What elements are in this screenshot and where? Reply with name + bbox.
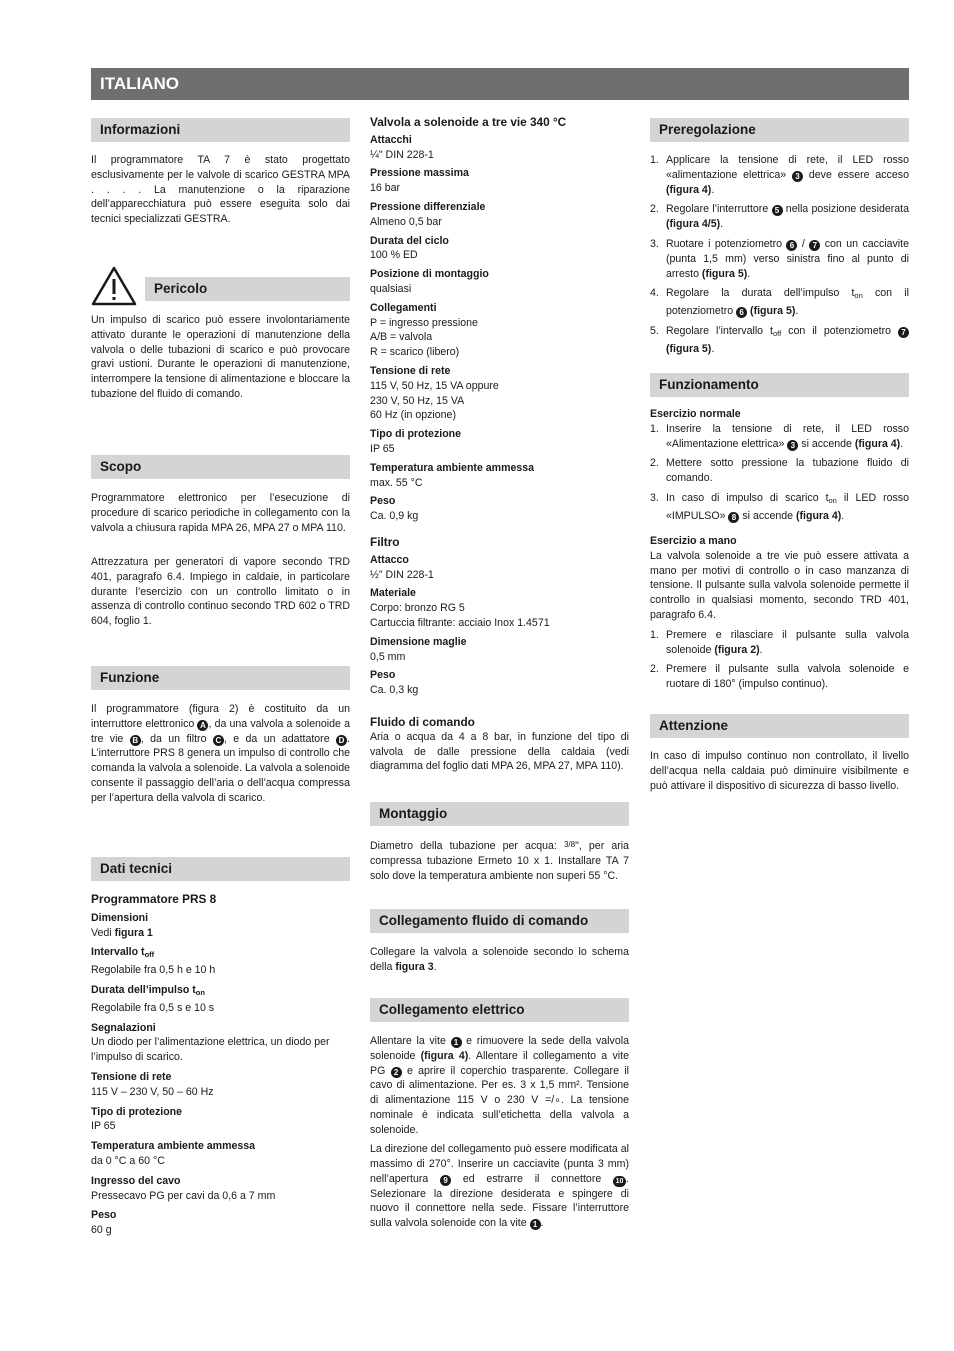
spec-value	[91, 1001, 350, 1016]
spec-value: Corpo: bronzo RG 5 Cartuccia filtrante: acciaio Inox 1.4571	[370, 602, 550, 629]
function-text: Il programmatore (figura 2) è costituito da un interruttore elettronico A , da una valvola a solenoide a tre vie B , da un filtro C , e da un adattatore D . L’interruttore PRS 8 genera un impulso di controllo che comanda la valvola a solenoide. La valvola a solenoide consente il passaggio dell’aria o dell’acqua compressa per l’apertura della valvola di scarico.	[91, 703, 350, 804]
list-step	[650, 153, 909, 197]
spec-value-text: 115 V – 230 V, 50 – 60 Hz	[91, 1085, 214, 1098]
marker-a-icon: A	[197, 720, 208, 731]
list-step: 3. Ruotare i potenziometro 6 / 7 con un cacciavite (punta 1,5 mm) verso sinistra fino al punto di arresto (figura 5).	[650, 237, 909, 280]
step-number: 4.	[650, 287, 659, 300]
spec-item	[91, 1174, 350, 1204]
elec-text-1: Allentare la vite 1 e rimuovere la sede della valvola solenoide (figura 4). Allentare il collegamento a vite PG 2 e aprire il coperchio trasparente. Collegare il cavo di alimentazione. Per es. 3 x 1,5 mm². Tensione di alimentazione 115 V o 230 V =/∘. La tensione nominale è indicata sull’etichetta della valvola a solenoide.	[370, 1035, 629, 1136]
spec-item	[370, 166, 629, 196]
marker-d-icon: D	[336, 735, 347, 746]
step-text: con il potenziometro	[781, 324, 892, 337]
spec-label	[91, 983, 350, 1001]
manual-text: La valvola solenoide a tre vie può essere attivata a mano per motivi di controllo o in caso manzanza di tensione. Il pulsante sulla valvola solenoide permette il controllo in qualsiasi momento, secondo TRD 401, paragrafo 6.4.	[650, 549, 909, 621]
spec-item	[370, 586, 629, 630]
spec-label: Tipo di protezione	[370, 428, 462, 441]
spec-label-text: Tipo di protezione	[91, 1105, 183, 1118]
marker-b-icon: B	[130, 735, 141, 746]
tech-specs	[91, 892, 350, 1243]
spec-label: Collegamenti	[370, 301, 437, 314]
spec-value: ½" DIN 228-1	[370, 568, 434, 581]
spec-label-text: Intervallo t	[91, 946, 145, 959]
step-text: .	[747, 267, 751, 280]
step-text: Regolare la durata dell’impulso t	[666, 287, 855, 300]
list-step	[650, 491, 909, 524]
scope-text-2: Attrezzatura per generatori di vapore secondo TRD 401, paragrafo 6.4. Impiego in caldaie, in particolare durante l’esercizio con un controllo limitato o in assenza di controllo continuo secondo TRD 602 o TRD 604, foglio 1.	[91, 556, 350, 628]
step-number: 2.	[650, 457, 659, 470]
valve-spec-list	[370, 133, 629, 524]
spec-value: 16 bar	[370, 182, 401, 195]
step-bold: (figura 4)	[795, 509, 842, 522]
marker-7-icon: 7	[898, 327, 909, 338]
section-attenzione: Attenzione	[650, 714, 909, 738]
spec-value-text: Regolabile fra 0,5 s e 10 s	[91, 1001, 215, 1014]
spec-label	[91, 945, 350, 963]
section-pericolo: Pericolo	[145, 277, 350, 301]
spec-value-text: da 0 °C a 60 °C	[91, 1154, 165, 1167]
spec-label: Temperatura ambiente ammessa	[370, 461, 535, 474]
spec-value: Ca. 0,9 kg	[370, 510, 419, 523]
step-number: 3.	[650, 237, 659, 250]
spec-label-text: Ingresso del cavo	[91, 1174, 181, 1187]
section-montaggio: Montaggio	[370, 802, 629, 826]
spec-item	[91, 1105, 350, 1135]
list-step	[650, 422, 909, 452]
spec-item	[370, 267, 629, 297]
spec-value: Ca. 0,3 kg	[370, 684, 419, 697]
info-text: Il programmatore TA 7 è stato progettato esclusivamente per le valvole di scarico GESTRA MPA . . . . La manutenzione o la riparazione dell’apparecchiatura può essere eseguita solo dai tecnici specializzati GESTRA.	[91, 154, 350, 226]
spec-value	[91, 1189, 350, 1204]
step-number: 3.	[650, 491, 659, 504]
spec-value: max. 55 °C	[370, 476, 423, 489]
spec-item	[370, 553, 629, 583]
mount-text: Diametro della tubazione per acqua: 3/8", per aria compressa tubazione Ermeto 10 x 1. Installare TA 7 solo dove la temperatura ambiente non superi 55 °C.	[370, 840, 629, 882]
spec-value-bold: figura 1	[114, 926, 153, 939]
marker-2-icon: 2	[391, 1067, 402, 1078]
spec-label-text: Tensione di rete	[91, 1070, 172, 1083]
list-step	[650, 324, 909, 357]
marker-10-icon: 10	[613, 1176, 626, 1187]
section-preregolazione: Preregolazione	[650, 118, 909, 142]
spec-item	[91, 1070, 350, 1100]
spec-label: Pressione differenziale	[370, 200, 486, 213]
fluidconn-text: Collegare la valvola a solenoide secondo lo schema della figura 3.	[370, 946, 629, 973]
spec-item	[370, 234, 629, 264]
step-bold: (figura 4)	[854, 437, 901, 450]
fluid-title: Fluido di comando	[370, 715, 475, 729]
spec-value-text: Pressecavo PG per cavi da 0,6 a 7 mm	[91, 1189, 276, 1202]
step-text: si accende	[739, 509, 796, 522]
step-text: .	[711, 183, 715, 196]
valve-title: Valvola a solenoide a tre vie 340 °C	[370, 115, 567, 129]
marker-3-icon: 3	[792, 171, 803, 182]
step-text: nella posizione desiderata	[782, 203, 909, 216]
step-text: Mettere sotto pressione la tubazione fluido di comando.	[666, 457, 909, 485]
spec-value: 0,5 mm	[370, 650, 406, 663]
marker-3-icon: 3	[787, 440, 798, 451]
step-text: con il potenziometro	[666, 287, 909, 318]
attention-text: In caso di impulso continuo non controllato, il livello dell’acqua nella caldaia può diminuire visibilmente e può attivare il dispositivo di sicurezza di basso livello.	[650, 750, 909, 792]
spec-label	[91, 911, 350, 926]
prereg-list	[650, 153, 909, 362]
spec-item	[91, 1139, 350, 1169]
step-text: .	[759, 643, 763, 656]
section-funzionamento: Funzionamento	[650, 373, 909, 397]
spec-value-text: 60 g	[91, 1224, 112, 1237]
spec-item	[370, 494, 629, 524]
step-text: Regolare l’intervallo t	[666, 324, 773, 337]
marker-8-icon: 8	[728, 512, 739, 523]
step-text: Premere il pulsante sulla valvola solenoide e ruotare di 180° (impulso continuo).	[666, 663, 909, 691]
marker-1-icon: 1	[530, 1219, 541, 1230]
step-text: si accende	[798, 437, 855, 450]
spec-label: Materiale	[370, 587, 416, 600]
spec-label: Posizione di montaggio	[370, 268, 489, 281]
spec-label-text: Peso	[91, 1209, 117, 1222]
step-sub: on	[854, 291, 863, 301]
step-text: .	[900, 437, 904, 450]
step-number: 1.	[650, 628, 659, 641]
list-step	[650, 202, 909, 232]
spec-label-sub: off	[144, 950, 155, 960]
spec-label: Attacco	[370, 553, 409, 566]
elec-text-2: La direzione del collegamento può essere modificata al massimo di 270°. Inserire un cacciavite (punta 3 mm) nell’apertura 9 ed estrarre il connettore 10 . Selezionare la direzione desiderata e spingere di nuovo il connettore nella sede. Fissare l’interruttore sulla valvola solenoide con la vite 1 .	[370, 1143, 629, 1230]
warning-triangle-icon	[91, 266, 137, 306]
step-text: deve essere acceso	[803, 168, 909, 181]
section-collegamento-fluido: Collegamento fluido di comando	[370, 909, 629, 933]
spec-item	[370, 364, 629, 423]
spec-label-text: Segnalazioni	[91, 1021, 156, 1034]
step-text: con un cacciavite (punta 1,5 mm) verso sinistra fino al punto di arresto	[666, 237, 909, 280]
marker-1-icon: 1	[451, 1037, 462, 1048]
list-step	[650, 286, 909, 319]
list-step	[650, 456, 909, 486]
spec-value: P = ingresso pressione A/B = valvola R = scarico (libero)	[370, 316, 478, 359]
step-bold: (figura 2)	[714, 643, 760, 656]
normal-block	[650, 407, 909, 529]
step-bold: (figura 5)	[701, 267, 748, 280]
step-text: Applicare la tensione di rete, il LED rosso «alimentazione elettrica»	[666, 154, 909, 181]
spec-value: ¼" DIN 228-1	[370, 148, 434, 161]
marker-6-icon: 6	[786, 240, 797, 251]
spec-label	[91, 1021, 350, 1036]
step-text: Inserire la tensione di rete, il LED rosso «Alimentazione elettrica»	[666, 422, 909, 450]
spec-item	[370, 668, 629, 698]
marker-5-icon: 5	[772, 205, 783, 216]
marker-6-icon: 6	[736, 307, 747, 318]
spec-item	[370, 200, 629, 230]
spec-value	[91, 1154, 350, 1169]
spec-value	[91, 1035, 350, 1065]
fluid-block	[370, 715, 629, 774]
manual-title: Esercizio a mano	[650, 535, 737, 547]
spec-value: qualsiasi	[370, 282, 412, 295]
valve-specs	[370, 115, 629, 528]
step-text: .	[711, 342, 715, 355]
step-number: 1.	[650, 154, 659, 166]
filter-specs	[370, 535, 629, 702]
fluid-text: Aria o acqua da 4 a 8 bar, in funzione del tipo di valvola de dalle pressione della caldaia (vedi diagramma del foglio dati MPA 26, MPA 27, MPA 110).	[370, 730, 629, 773]
spec-label: Dimensione maglie	[370, 635, 467, 648]
spec-label: Durata del ciclo	[370, 234, 449, 247]
step-number: 1.	[650, 422, 659, 435]
spec-value-text: Vedi	[91, 926, 115, 939]
spec-item	[370, 133, 629, 163]
step-text: .	[720, 218, 724, 231]
spec-label	[91, 1208, 350, 1223]
step-number: 5.	[650, 324, 659, 337]
spec-label	[91, 1174, 350, 1189]
normal-title: Esercizio normale	[650, 408, 741, 420]
spec-value: 100 % ED	[370, 249, 418, 262]
spec-value	[91, 963, 350, 978]
spec-item	[91, 945, 350, 978]
scope-text-1: Programmatore elettronico per l’esecuzione di procedure di scarico periodiche in collegamento con la valvola a chiusura rapida MPA 26, MPA 27 o MPA 110.	[91, 492, 350, 534]
spec-value	[91, 1085, 350, 1100]
spec-label	[91, 1070, 350, 1085]
step-text: Ruotare i potenziometro	[666, 237, 783, 250]
spec-label-text: Dimensioni	[91, 911, 149, 924]
section-funzione: Funzione	[91, 666, 350, 690]
spec-label: Peso	[370, 669, 396, 682]
step-text: Regolare l’interruttore	[666, 203, 769, 216]
section-collegamento-elettrico: Collegamento elettrico	[370, 998, 629, 1022]
step-number: 2.	[650, 663, 659, 676]
spec-item	[370, 427, 629, 457]
step-bold: (figura 5)	[750, 305, 796, 318]
step-number: 2.	[650, 203, 659, 216]
step-text: In caso di impulso di scarico t	[666, 491, 829, 504]
spec-value: IP 65	[370, 442, 395, 455]
language-banner: ITALIANO	[91, 68, 909, 100]
spec-label: Attacchi	[370, 133, 412, 146]
step-text: il LED rosso «IMPULSO»	[666, 491, 909, 522]
spec-item	[91, 911, 350, 941]
spec-item	[91, 983, 350, 1016]
manual-block	[650, 534, 909, 697]
spec-value	[91, 1119, 350, 1134]
spec-item	[91, 1208, 350, 1238]
prs-title: Programmatore PRS 8	[91, 892, 217, 906]
step-sub: on	[828, 495, 837, 505]
spec-value: 115 V, 50 Hz, 15 VA oppure 230 V, 50 Hz, 15 VA 60 Hz (in opzione)	[370, 379, 499, 422]
spec-label	[91, 1139, 350, 1154]
list-step	[650, 628, 909, 658]
filter-spec-list	[370, 553, 629, 698]
step-bold: (figura 5)	[666, 342, 712, 355]
danger-text: Un impulso di scarico può essere involontariamente attivato durante le operazioni di manutenzione della valvola o delle tubazioni di scarico e può provocare gravi ustioni. Durante le operazioni di manutenzione, interrompere la tensione di alimentazione e bloccare la tubazione del fluido di comando.	[91, 314, 350, 400]
spec-value-text: Un diodo per l’alimentazione elettrica, un diodo per l’impulso di scarico.	[91, 1036, 330, 1064]
spec-item	[370, 635, 629, 665]
step-text: .	[841, 509, 845, 522]
section-dati-tecnici: Dati tecnici	[91, 857, 350, 881]
spec-value	[91, 1223, 350, 1238]
section-scopo: Scopo	[91, 455, 350, 479]
step-sub: off	[772, 328, 782, 338]
section-informazioni: Informazioni	[91, 118, 350, 142]
step-text: .	[795, 305, 799, 318]
spec-label-text: Temperatura ambiente ammessa	[91, 1140, 256, 1153]
step-bold: (figura 4/5)	[666, 218, 721, 231]
step-text: Premere e rilasciare il pulsante sulla valvola solenoide	[666, 628, 909, 656]
marker-9-icon: 9	[440, 1175, 451, 1186]
list-step	[650, 662, 909, 692]
spec-label-text: Durata dell’impulso t	[91, 983, 196, 996]
spec-item	[91, 1021, 350, 1065]
prs-spec-list	[91, 911, 350, 1238]
spec-label: Pressione massima	[370, 167, 469, 180]
spec-label: Tensione di rete	[370, 364, 451, 377]
spec-value-text: IP 65	[91, 1120, 116, 1133]
spec-item	[370, 301, 629, 360]
spec-value-text: Regolabile fra 0,5 h e 10 h	[91, 964, 216, 977]
marker-c-icon: C	[213, 735, 224, 746]
spec-label: Peso	[370, 495, 396, 508]
spec-item	[370, 461, 629, 491]
step-bold: (figura 4)	[666, 183, 712, 196]
spec-value	[91, 926, 350, 941]
marker-7-icon: 7	[809, 240, 820, 251]
spec-label	[91, 1105, 350, 1120]
spec-label-sub: on	[195, 987, 205, 997]
filter-title: Filtro	[370, 535, 400, 549]
spec-value: Almeno 0,5 bar	[370, 215, 442, 228]
